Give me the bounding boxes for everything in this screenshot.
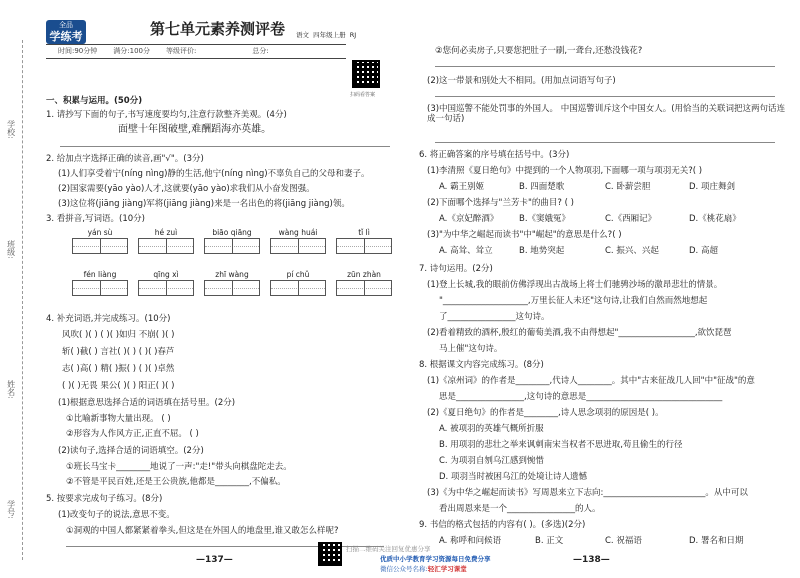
q9: 9. 书信的格式包括的内容有( )。(多选)(2分) — [419, 520, 586, 530]
q2-1: (1)人们享受着宁(níng nìng)静的生活,他宁(níng nìng)不辜负自己的父母和妻子。 — [58, 169, 370, 179]
q6-2-opt-d[interactable]: D.《桃花扇》 — [689, 214, 741, 224]
q8-2: (2)《夏日绝句》的作者是________,诗人思念项羽的原因是( )。 — [427, 408, 664, 418]
exam-meta: 时间:90分钟 满分:100分 等级评价: 总分: — [58, 47, 269, 55]
q5: 5. 按要求完成句子练习。(8分) — [46, 494, 163, 504]
q9-opt-b[interactable]: B. 正文 — [535, 536, 564, 546]
q8-3b: 看出周恩来是一个________________的人。 — [439, 504, 601, 514]
pinyin-box[interactable]: tǐ lì — [336, 228, 392, 254]
promo-qr-code[interactable] — [318, 542, 342, 566]
q5-1: (1)改变句子的说法,意思不变。 — [58, 510, 175, 520]
binding-line — [22, 40, 24, 560]
q1: 1. 请抄写下面的句子,书写速度要均匀,注意行款整齐美观。(4分) — [46, 110, 287, 120]
right-page — [405, 0, 800, 578]
q4-part2-item1: ①班长马宝卡________地说了一声:"走!"带头向棋盘陀走去。 — [66, 462, 292, 472]
q2-2: (2)国家需要(yāo yào)人才,这就要(yāo yào)求我们从小奋发图强。 — [58, 184, 315, 194]
promo-line2: 微信公众号名称:轻汇学习课堂 — [380, 565, 467, 573]
q4-part1-item1: ①比喻新事物大量出现。 ( ) — [66, 414, 171, 424]
side-label-name: 姓名: — [6, 380, 16, 399]
q2: 2. 给加点字选择正确的读音,画"√"。(3分) — [46, 154, 204, 164]
q4-row3: 志( )高( ) 精( )振( ) ( )( )卓然 — [62, 364, 175, 374]
q6-3-opt-c[interactable]: C. 振兴、兴起 — [605, 246, 659, 256]
q8: 8. 根据课文内容完成练习。(8分) — [419, 360, 544, 370]
side-label-class: 班级: — [6, 240, 16, 259]
q9-opt-a[interactable]: A. 称呼和问候语 — [439, 536, 502, 546]
q6-2-opt-c[interactable]: C.《西厢记》 — [605, 214, 657, 224]
q6-3-opt-d[interactable]: D. 高超 — [689, 246, 718, 256]
q8-1: (1)《凉州词》的作者是________,代诗人________。其中"古来征战几人回"中"征战"的意 — [427, 376, 755, 386]
q9-opt-c[interactable]: C. 祝福语 — [605, 536, 642, 546]
q8-2-opt-b[interactable]: B. 用项羽的悲壮之举来讽刺南宋当权者不思进取,苟且偷生的行径 — [439, 440, 683, 450]
promo-line1: 优质中小学教育学习资源每日免费分享 — [380, 555, 491, 563]
q4-row1: 风吹( )( ) ( )( )如归 不崩( )( ) — [62, 330, 175, 340]
section-1-heading: 一、积累与运用。(50分) — [46, 96, 143, 106]
q6-2-opt-a[interactable]: A.《京妃醉酒》 — [439, 214, 499, 224]
r-part3: (3)中国巡警不能处罚事的外国人。 中国巡警训斥这个中国女人。(用恰当的关联词把这两句话连成一句话) — [427, 104, 786, 125]
page-number-left: —137— — [196, 555, 233, 565]
q7: 7. 诗句运用。(2分) — [419, 264, 493, 274]
q6-1-opt-d[interactable]: D. 项庄舞剑 — [689, 182, 735, 192]
pinyin-box[interactable]: zhī wàng — [204, 270, 260, 296]
q6-1-opt-b[interactable]: B. 四面楚歌 — [519, 182, 565, 192]
q8-2-opt-a[interactable]: A. 被项羽的英雄气概所折服 — [439, 424, 544, 434]
pinyin-box[interactable]: pí chǔ — [270, 270, 326, 296]
page-number-right: —138— — [573, 555, 610, 565]
q7-1b: "____________________,万里长征人未还"这句诗,让我们自然而然地想起 — [439, 296, 708, 306]
answer-qr-code[interactable] — [352, 60, 380, 88]
q6-2: (2)下面哪个选择与"兰芳卡"的曲目? ( ) — [427, 198, 574, 208]
side-label-school: 学校: — [6, 120, 16, 139]
pinyin-box[interactable]: hé zuì — [138, 228, 194, 254]
q5-1-item1: ①洞观的中国人都紧紧着拳头,但这是在外国人的地盘里,谁又敢怎么样呢? — [66, 526, 339, 536]
promo-caption: 扫描二维码关注回复优惠分享 — [346, 545, 431, 553]
pinyin-box[interactable]: biāo qiāng — [204, 228, 260, 254]
q6-3-opt-a[interactable]: A. 高耸、耸立 — [439, 246, 493, 256]
q8-2-opt-c[interactable]: C. 为项羽自刎乌江感到惋惜 — [439, 456, 544, 466]
q9-opt-d[interactable]: D. 署名和日期 — [689, 536, 744, 546]
q8-1b: 思是________________,这句诗的意思是________________________________ — [439, 392, 723, 402]
q4-row4: ( )( )无畏 果公( )( ) 阳正( )( ) — [62, 381, 175, 391]
q7-1: (1)登上长城,我的眼前仿佛浮现出古战场上将士们驰骋沙场的激昂悲壮的情景。 — [427, 280, 723, 290]
q7-2: (2)看着精致的酒杯,殷红的葡萄美酒,我不由得想起"__________________,欲饮琵琶 — [427, 328, 732, 338]
exam-title: 第七单元素养测评卷 — [150, 20, 286, 38]
r-item-2: ②您何必卖房子,只要您把肚子一刷,一聋台,还愁没钱花? — [435, 46, 643, 56]
q7-1c: 了________________这句诗。 — [439, 312, 550, 322]
q4-part2-item2: ②不管是平民百姓,还是王公贵族,他都是________,不偏私。 — [66, 477, 286, 487]
pinyin-box[interactable]: wàng huái — [270, 228, 326, 254]
q6-2-opt-b[interactable]: B.《窦娥冤》 — [519, 214, 571, 224]
q4-part1-item2: ②形容为人作风方正,正直不屈。 ( ) — [66, 429, 199, 439]
r-part2: (2)这一带景和别处大不相同。(用加点词语写句子) — [427, 76, 616, 86]
q4-part1: (1)根据意思选择合适的词语填在括号里。(2分) — [58, 398, 236, 408]
q1-quote: 面壁十年图破壁,难酬蹈海亦英雄。 — [118, 124, 272, 135]
header-right: 语文 四年级上册 RJ — [296, 31, 357, 39]
q4-part2: (2)读句子,选择合适的词语填空。(2分) — [58, 446, 204, 456]
q8-3: (3)《为中华之崛起而读书》写周恩来立下志向:________________________。从中可以 — [427, 488, 748, 498]
q4-row2: 斩( )截( ) 言社( )( ) ( )( )春芦 — [62, 347, 175, 357]
brand-logo: 全品 学练考 — [46, 20, 86, 44]
q6-3: (3)"为中华之崛起而读书"中"崛起"的意思是什么?( ) — [427, 230, 622, 240]
pinyin-box[interactable]: zūn zhàn — [336, 270, 392, 296]
q7-2b: 马上催"这句诗。 — [439, 344, 503, 354]
q6-3-opt-b[interactable]: B. 地势突起 — [519, 246, 565, 256]
q2-3: (3)这位将(jiāng jiàng)军将(jiāng jiàng)来是一名出色的将(jiāng jiàng)领。 — [58, 199, 350, 209]
side-label-number: 学号: — [6, 500, 16, 519]
q3: 3. 看拼音,写词语。(10分) — [46, 214, 145, 224]
q6-1-opt-c[interactable]: C. 卧薪尝胆 — [605, 182, 651, 192]
q4: 4. 补充词语,并完成练习。(10分) — [46, 314, 171, 324]
q6-1-opt-a[interactable]: A. 霸王别姬 — [439, 182, 485, 192]
pinyin-box[interactable]: yán sù — [72, 228, 128, 254]
q8-2-opt-d[interactable]: D. 项羽当时被困乌江的处境让诗人遗憾 — [439, 472, 587, 482]
pinyin-box[interactable]: qīng xì — [138, 270, 194, 296]
pinyin-box[interactable]: fén liàng — [72, 270, 128, 296]
qr-caption: 扫码看答案 — [350, 92, 376, 98]
q6: 6. 将正确答案的序号填在括号中。(3分) — [419, 150, 570, 160]
q6-1: (1)李清照《夏日绝句》中提到的一个人物项羽,下面哪一项与项羽无关?( ) — [427, 166, 703, 176]
